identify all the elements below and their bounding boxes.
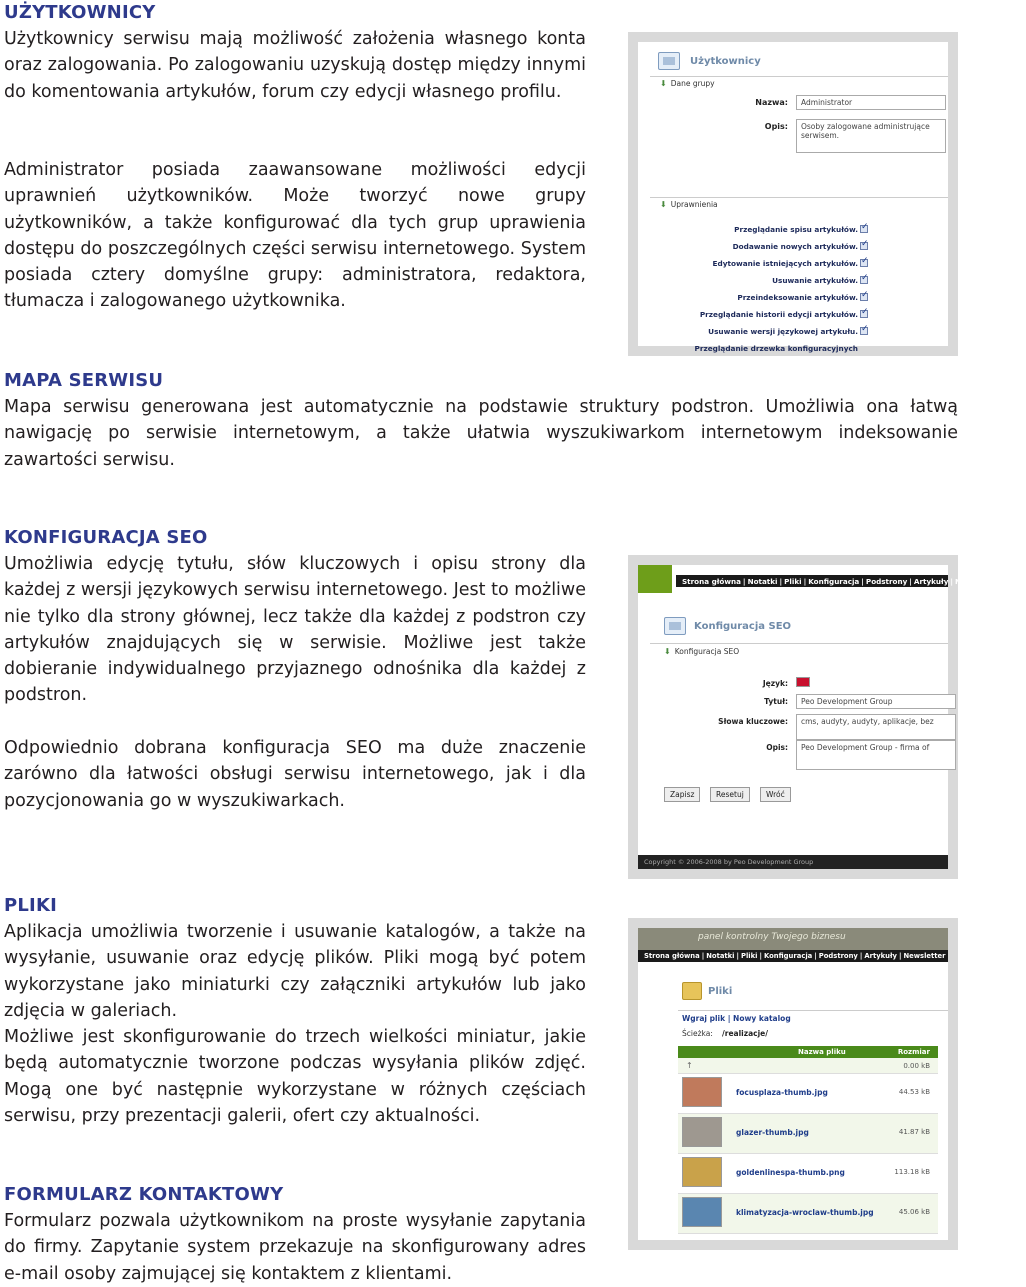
seo-icon bbox=[664, 617, 686, 635]
seo-shot-title: Konfiguracja SEO bbox=[694, 621, 792, 632]
col-name-header: Nazwa pliku bbox=[798, 1048, 846, 1056]
seo-nav-bar: Strona główna | Notatki | Pliki | Konfiguracja | Podstrony | Artykuły | Newsletter | Użyt bbox=[676, 575, 948, 587]
table-row: focusplaza-thumb.jpg 44.53 kB bbox=[678, 1074, 938, 1114]
desc-field: Osoby zalogowane administrujące serwisem. bbox=[796, 119, 946, 153]
up-arrow-icon: ↑ bbox=[686, 1061, 693, 1070]
users-paragraph-1: Użytkownicy serwisu mają możliwość założenia własnego konta oraz zalogowania. Po zalogowaniu uzyskują dostęp między innymi do komentowania artykułów, forum czy edycji własnego profilu. bbox=[4, 29, 586, 102]
folder-icon bbox=[682, 982, 702, 1000]
files-table bbox=[678, 1046, 938, 1256]
seo-paragraph-1: Umożliwia edycję tytułu, słów kluczowych i opisu strony dla każdej z wersji językowych serwisu internetowego. Jest to możliwe nie tylko dla strony głównej, lecz także dla każdej z podstron czy artykułów znajdujących się w serwisie. Możliwe jest także dobieranie indywidualnego przyjaznego odnośnika dla każdej z podstron. bbox=[4, 554, 586, 706]
permission-label: Dodawanie nowych artykułów. bbox=[732, 242, 858, 251]
thumbnail-image bbox=[682, 1197, 722, 1227]
path-value: /realizacje/ bbox=[722, 1029, 768, 1038]
table-row: klimatyzacja-wroclaw-thumb.jpg 45.06 kB bbox=[678, 1194, 938, 1234]
users-paragraph-2: Administrator posiada zaawansowane możliwości edycji uprawnień użytkowników. Może tworzyć nowe grupy użytkowników, a także konfigurować dla tych grup uprawienia dostępu do poszczególnych części serwisu internetowego. System posiada cztery domyślne grupy: administratora, redaktora, tłumacza i zalogowanego użytkownika. bbox=[4, 160, 586, 312]
desc-field: Peo Development Group - firma of bbox=[796, 740, 956, 770]
files-nav-bar: Strona główna | Notatki | Pliki | Konfiguracja | Podstrony | Artykuły | Newsletter bbox=[638, 950, 948, 962]
name-label: Nazwa: bbox=[755, 98, 788, 107]
files-banner: panel kontrolny Twojego biznesu bbox=[638, 928, 948, 950]
desc-label: Opis: bbox=[766, 743, 788, 752]
table-row: goldenlinespa-thumb.png 113.18 kB bbox=[678, 1154, 938, 1194]
permission-label: Przeglądanie historii edycji artykułów. bbox=[699, 310, 858, 319]
seo-section: ⬇ Konfiguracja SEO bbox=[664, 647, 739, 656]
seo-screenshot bbox=[628, 555, 1025, 879]
save-button: Zapisz bbox=[664, 787, 700, 802]
permission-checkbox bbox=[860, 276, 868, 284]
keywords-label: Słowa kluczowe: bbox=[718, 717, 788, 726]
permission-checkbox bbox=[860, 242, 868, 250]
contact-paragraph: Formularz pozwala użytkownikom na proste wysyłanie zapytania do firmy. Zapytanie system przekazuje na skonfigurowany adres e-mail osoby zajmującej się kontaktem z klientami. bbox=[4, 1211, 586, 1284]
files-actions: Wgraj plik | Nowy katalog bbox=[682, 1014, 791, 1023]
seo-paragraph-2: Odpowiednio dobrana konfiguracja SEO ma duże znaczenie zarówno dla łatwości obsługi serwisu internetowego, jak i dla pozycjonowania go w wyszukiwarkach. bbox=[4, 738, 586, 811]
permission-label: Usuwanie artykułów. bbox=[772, 276, 858, 285]
seo-footer: Copyright © 2006-2008 by Peo Development Group bbox=[638, 855, 948, 869]
permission-checkbox bbox=[860, 259, 868, 267]
desc-label: Opis: bbox=[764, 122, 788, 131]
users-shot-title: Użytkownicy bbox=[690, 56, 761, 67]
thumbnail-image bbox=[682, 1117, 722, 1147]
lang-label: Język: bbox=[762, 679, 788, 688]
group-data-section: ⬇ Dane grupy bbox=[660, 79, 715, 88]
title-field: Peo Development Group bbox=[796, 694, 956, 709]
table-row: glazer-thumb.jpg 41.87 kB bbox=[678, 1114, 938, 1154]
files-shot-title: Pliki bbox=[708, 986, 733, 997]
section-heading-seo: KONFIGURACJA SEO bbox=[4, 527, 208, 548]
name-field: Administrator bbox=[796, 95, 946, 110]
permission-label: Edytowanie istniejących artykułów. bbox=[712, 259, 858, 268]
back-button: Wróć bbox=[760, 787, 791, 802]
section-heading-files: PLIKI bbox=[4, 895, 58, 916]
permission-checkbox bbox=[860, 310, 868, 318]
files-paragraph-2: Możliwe jest skonfigurowanie do trzech wielkości miniatur, jakie będą automatycznie tworzone podczas wysyłania plików zdjęć. Mogą one być następnie wykorzystane w różnych częściach serwisu, przy prezentacji galerii, ofert czy aktualności. bbox=[4, 1027, 586, 1126]
permission-checkbox bbox=[860, 293, 868, 301]
thumbnail-image bbox=[682, 1077, 722, 1107]
permission-label: Usuwanie wersji językowej artykułu. bbox=[708, 327, 858, 336]
users-icon bbox=[658, 52, 680, 70]
sitemap-paragraph: Mapa serwisu generowana jest automatycznie na podstawie struktury podstron. Umożliwia ona łatwą nawigację po serwisie internetowym, a także ułatwia wyszukiwarkom internetowym indeksowanie zawartości serwisu. bbox=[4, 397, 958, 470]
table-row: ↑ 0.00 kB bbox=[678, 1058, 938, 1074]
users-screenshot bbox=[628, 32, 958, 356]
reset-button: Resetuj bbox=[710, 787, 750, 802]
files-paragraph-1: Aplikacja umożliwia tworzenie i usuwanie katalogów, a także na wysyłanie, usuwanie oraz edycję plików. Pliki mogą być potem wykorzystane jako miniaturki czy załączniki artykułów lub jako zdjęcia w galeriach. bbox=[4, 922, 586, 1021]
section-heading-sitemap: MAPA SERWISU bbox=[4, 370, 164, 391]
permission-label: Przeglądanie spisu artykułów. bbox=[734, 225, 858, 234]
thumbnail-image bbox=[682, 1157, 722, 1187]
permission-checkbox bbox=[860, 327, 868, 335]
path-label: Ścieżka: bbox=[682, 1029, 713, 1038]
col-size-header: Rozmiar bbox=[897, 1048, 930, 1056]
permission-label: Przeindeksowanie artykułów. bbox=[737, 293, 858, 302]
permissions-section: ⬇ Uprawnienia bbox=[660, 200, 718, 209]
files-screenshot bbox=[628, 918, 958, 1250]
section-heading-users: UŻYTKOWNICY bbox=[4, 2, 156, 23]
keywords-field: cms, audyty, audyty, aplikacje, bez bbox=[796, 714, 956, 740]
section-heading-contact: FORMULARZ KONTAKTOWY bbox=[4, 1184, 284, 1205]
permission-checkbox bbox=[860, 225, 868, 233]
permission-label: Przeglądanie drzewka konfiguracyjnych bbox=[694, 344, 858, 353]
title-label: Tytuł: bbox=[764, 697, 788, 706]
flag-icon bbox=[796, 677, 810, 687]
